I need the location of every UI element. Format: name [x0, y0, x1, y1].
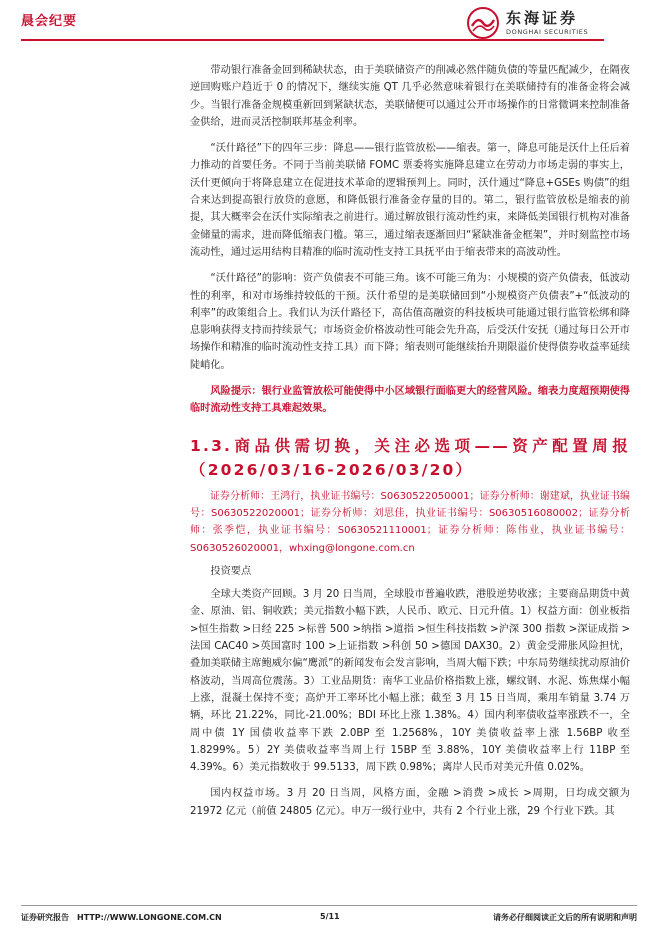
report-type-title: 晨会纪要 — [21, 14, 78, 29]
risk-warning: 风险提示：银行业监管放松可能使得中小区域银行面临更大的经营风险。缩表力度超预期使得临时流动性支持工具难起效果。 — [190, 386, 630, 415]
page-footer — [0, 900, 662, 936]
paragraph: “沃什路径”下的四年三步：降息——银行监管放松——缩表。第一，降息可能是沃什上任后着力推动的首要任务。不同于当前美联储 FOMC 票委将实施降息建立在劳动力市场走弱的事实上，沃什更倾向于将降息建立在促进技术革命的逻辑预判上。同时，沃什通过“降息+GSEs 购债”的组合来达到提高银行放贷的意愿，和降低银行准备金存量的目的。第二，银行监管放松是缩表的前提，其大概率会在沃什实际缩表之前进行。通过解放银行流动性约束，来降低美国银行机构对准备金储量的需求，进而降低缩表门槛。第三，通过缩表逐渐回归“紧缺准备金框架”，并时刻监控市场流动性，通过运用结构目精准的临时流动性支持工具抚平由于缩表带来的高波动性。 — [190, 143, 630, 258]
logo-chinese-name: 东海证券 — [506, 9, 579, 27]
footer-disclaimer: 请务必仔细阅读正文后的所有说明和声明 — [493, 913, 637, 922]
paragraph: 全球大类资产回顾。3 月 20 日当周，全球股市普遍收跌，港股逆势收涨；主要商品期货中黄金、原油、铝、铜收跌；美元指数小幅下跌，人民币、欧元、日元升值。1）权益方面：创业板指 >恒生指数 >日经 225 >标普 500 >纳指 >道指 >恒生科技指数 >沪深 300 指数 >深证成指 >法国 CAC40 >英国富时 100 >上证指数 >科创 50 >德国 DAX30。2）黄金受滞胀风险担忧，叠加美联储主席鲍威尔偏“鹰派”的新闻发布会发言影响，当周大幅下跌；中东局势继续扰动原油价格波动，当周高位震荡。3）工业品期货：南华工业品价格指数上涨，螺纹钢、水泥、炼焦煤小幅上涨，混凝土保持不变；高炉开工率环比小幅上涨；截至 3 月 15 日当周，乘用车销量 3.74 万辆，环比 21.22%，同比-21.00%；BDI 环比上涨 1.38%。4）国内利率债收益率涨跌不一，全周中债 1Y 国债收益率下跌 2.0BP 至 1.2568%，10Y 美债收益率上涨 1.56BP 收至 1.8299%。5）2Y 美债收益率当周上行 15BP 至 3.88%，10Y 美债收益率上行 11BP 至 4.39%。6）美元指数收于 99.5133，周下跌 0.98%；离岸人民币对美元升值 0.02%。 — [190, 589, 630, 774]
page-header — [0, 0, 662, 44]
section-heading: 1.3.商品供需切换，关注必选项——资产配置周报（2026/03/16-2026/03/20） — [190, 436, 630, 479]
logo-emblem-icon — [466, 6, 500, 40]
sub-heading: 投资要点 — [210, 565, 252, 577]
company-logo — [466, 6, 616, 42]
analyst-list: 证券分析师：王鸿行，执业证书编号：S0630522050001；证券分析师：谢建斌，执业证书编号：S0630522020001；证券分析师：刘思佳，执业证书编号：S0630516080002；证券分析师：张季恺，执业证书编号：S0630521110001；证券分析师：陈伟业，执业证书编号：S0630526020001，whxing@longone.com.cn — [190, 490, 630, 554]
paragraph: 国内权益市场。3 月 20 日当周，风格方面，金融 >消费 >成长 >周期，日均成交额为 21972 亿元（前值 24805 亿元）。申万一级行业中，共有 2 个行业上涨，29 个行业下跌。其 — [190, 788, 630, 817]
page-number: 5/11 — [320, 912, 340, 921]
paragraph: 带动银行准备金回到稀缺状态，由于美联储资产的削减必然伴随负债的等量匹配减少，在隔夜逆回购账户趋近于 0 的情况下，继续实施 QT 几乎必然意味着银行在美联储持有的准备金将会减少。当银行准备金规模重新回到紧缺状态，美联储便可以通过公开市场操作的日常微调来控制准备金供给，进而灵活控制联邦基金利率。 — [190, 65, 630, 128]
main-content — [190, 62, 630, 820]
logo-english-name: DONGHAI SECURITIES — [506, 28, 589, 36]
footer-rule — [21, 905, 637, 906]
paragraph: “沃什路径”的影响：资产负债表不可能三角。该不可能三角为：小规模的资产负债表，低波动性的利率，和对市场维持较低的干预。沃什希望的是美联储回到“小规模资产负债表”+“低波动的利率”的政策组合上。我们认为沃什路径下，高估值高融资的科技板块可能通过银行监管松绑和降息影响获得支持而持续景气；市场资金价格波动性可能会先升高，后受沃什安抚（通过每日公开市场操作和精准的临时流动性支持工具）而下降；缩表则可能继续抬升期限溢价使得债券收益率延续陡峭化。 — [190, 273, 630, 371]
footer-website: 证券研究报告 HTTP://WWW.LONGONE.COM.CN — [21, 913, 222, 922]
